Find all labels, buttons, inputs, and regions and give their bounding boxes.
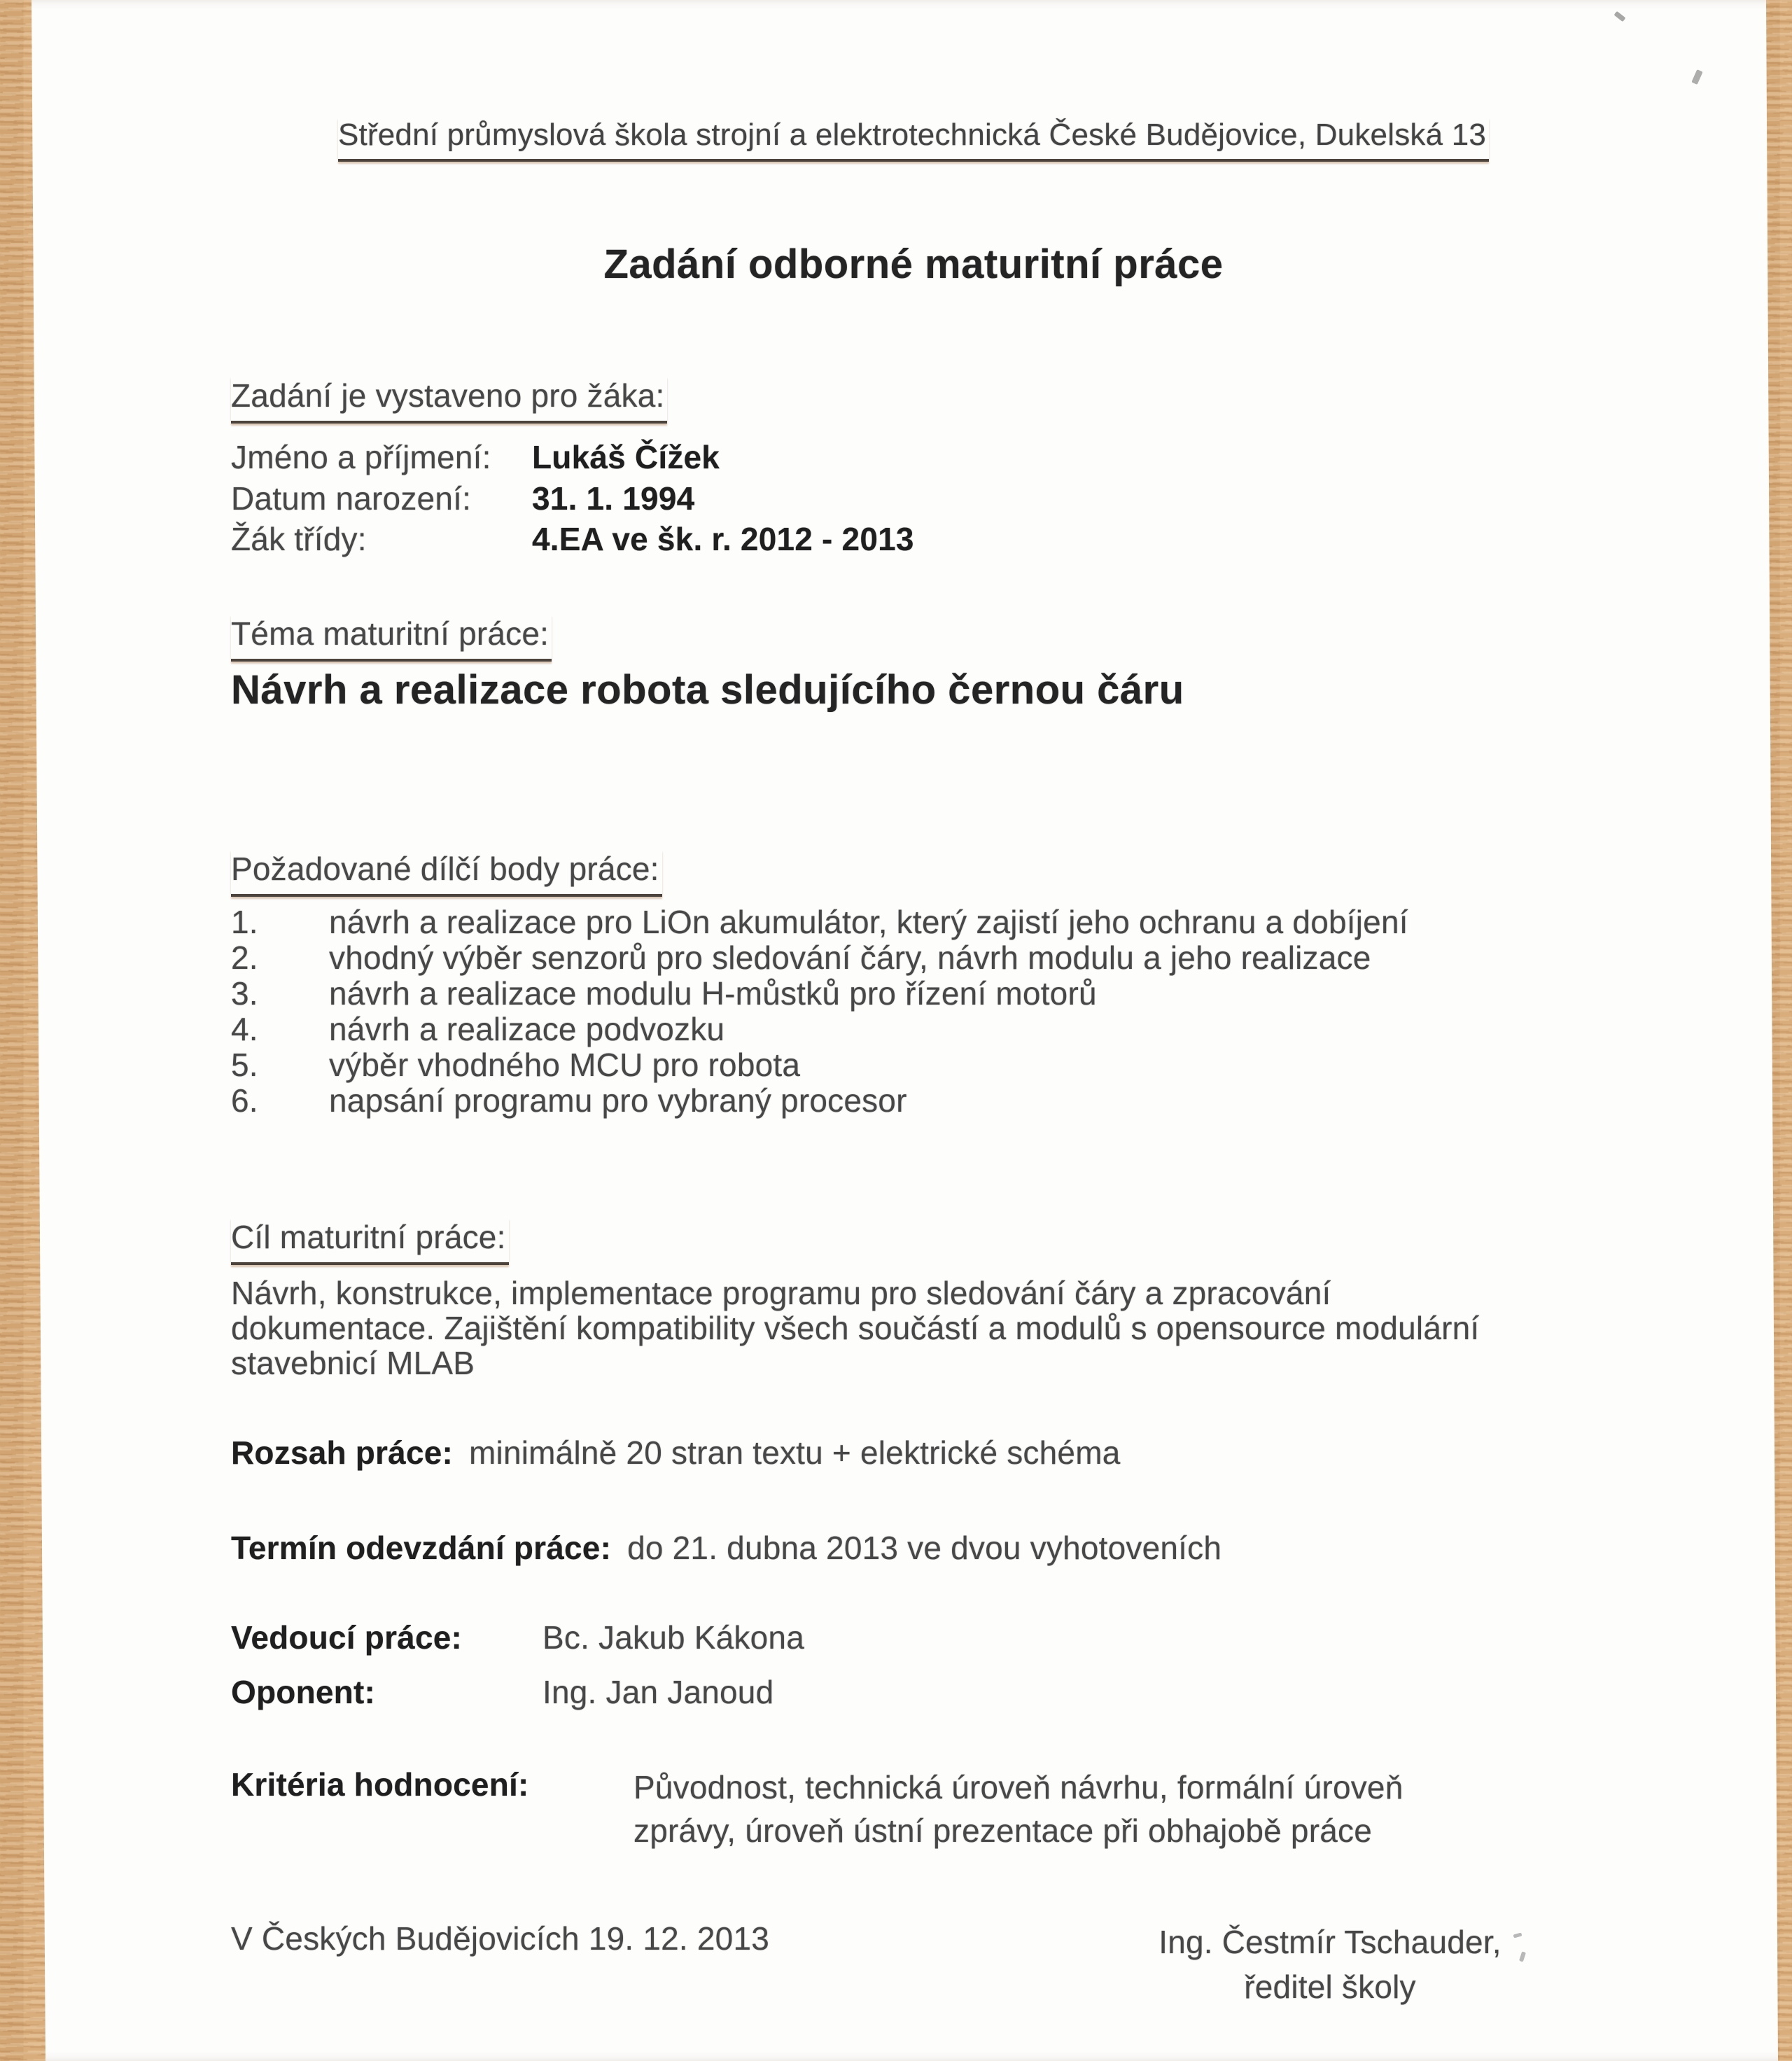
document-title: Zadání odborné maturitní práce [603, 242, 1224, 287]
list-item-text: vhodný výběr senzorů pro sledování čáry, návrh modulu a jeho realizace [329, 939, 1371, 976]
goal-line: stavebnicí MLAB [231, 1345, 475, 1381]
student-dob-label: Datum narození: [231, 480, 472, 517]
place-date: V Českých Budějovicích 19. 12. 2013 [231, 1920, 770, 1957]
deadline-row [231, 1529, 1222, 1567]
theme-section-heading: Téma maturitní práce: [231, 615, 552, 662]
list-item-text: návrh a realizace modulu H-můstků pro řízení motorů [329, 975, 1097, 1012]
list-item-text: návrh a realizace pro LiOn akumulátor, který zajistí jeho ochranu a dobíjení [329, 904, 1408, 940]
student-section-heading-row [231, 377, 667, 424]
goal-line: Návrh, konstrukce, implementace programu pro sledování čáry a zpracování [231, 1275, 1331, 1311]
requirements-list [231, 904, 1408, 1119]
list-item-number: 5. [231, 1047, 258, 1083]
student-name-value: Lukáš Čížek [532, 439, 720, 475]
student-class-label: Žák třídy: [231, 521, 367, 557]
list-item [231, 1083, 1408, 1119]
scope-value: minimálně 20 stran textu + elektrické schéma [469, 1434, 1121, 1471]
list-item-text: výběr vhodného MCU pro robota [329, 1047, 801, 1083]
student-name-label: Jméno a příjmení: [231, 439, 491, 475]
deadline-value: do 21. dubna 2013 ve dvou vyhotoveních [627, 1530, 1222, 1566]
list-item [231, 904, 1408, 940]
signature-block [1148, 1920, 1512, 2009]
list-item-text: napsání programu pro vybraný procesor [329, 1082, 907, 1119]
requirements-heading: Požadované dílčí body práce: [231, 850, 662, 897]
criteria-line: zprávy, úroveň ústní prezentace při obhajobě práce [634, 1812, 1372, 1849]
criteria-label: Kritéria hodnocení: [231, 1766, 529, 1803]
supervisor-label: Vedoucí práce: [231, 1619, 463, 1656]
scope-row [231, 1434, 1121, 1472]
criteria-value [634, 1766, 1404, 1852]
opponent-label: Oponent: [231, 1674, 375, 1710]
goal-heading: Cíl maturitní práce: [231, 1218, 509, 1265]
criteria-label-row [231, 1766, 529, 1803]
list-item-number: 3. [231, 975, 258, 1012]
goal-heading-row [231, 1218, 509, 1265]
scope-label: Rozsah práce: [231, 1434, 454, 1471]
student-class-value: 4.EA ve šk. r. 2012 - 2013 [532, 521, 914, 557]
list-item [231, 976, 1408, 1012]
list-item [231, 940, 1408, 976]
opponent-value: Ing. Jan Janoud [542, 1674, 774, 1710]
signature-role: ředitel školy [1244, 1969, 1416, 2005]
list-item-text: návrh a realizace podvozku [329, 1011, 725, 1047]
requirements-heading-row [231, 850, 662, 897]
list-item-number: 6. [231, 1082, 258, 1119]
list-item [231, 1012, 1408, 1047]
list-item [231, 1047, 1408, 1083]
goal-line: dokumentace. Zajištění kompatibility všech součástí a modulů s opensource modulární [231, 1310, 1480, 1346]
list-item-number: 4. [231, 1011, 258, 1047]
list-item-number: 2. [231, 939, 258, 976]
supervisor-value: Bc. Jakub Kákona [542, 1619, 804, 1656]
theme-title-row [231, 666, 1184, 713]
list-item-number: 1. [231, 904, 258, 940]
deadline-label: Termín odevzdání práce: [231, 1530, 612, 1566]
student-dob-value: 31. 1. 1994 [532, 480, 695, 517]
theme-section-heading-row [231, 615, 552, 662]
student-section-heading: Zadání je vystaveno pro žáka: [231, 377, 667, 424]
goal-paragraph [231, 1276, 1479, 1381]
theme-title: Návrh a realizace robota sledujícího černou čáru [231, 667, 1184, 713]
document-title-row [18, 241, 1792, 288]
school-header-row [18, 118, 1792, 162]
criteria-line: Původnost, technická úroveň návrhu, formální úroveň [634, 1769, 1404, 1805]
school-header: Střední průmyslová škola strojní a elektrotechnická České Budějovice, Dukelská 13 [338, 118, 1489, 162]
signature-name: Ing. Čestmír Tschauder, [1158, 1924, 1502, 1960]
